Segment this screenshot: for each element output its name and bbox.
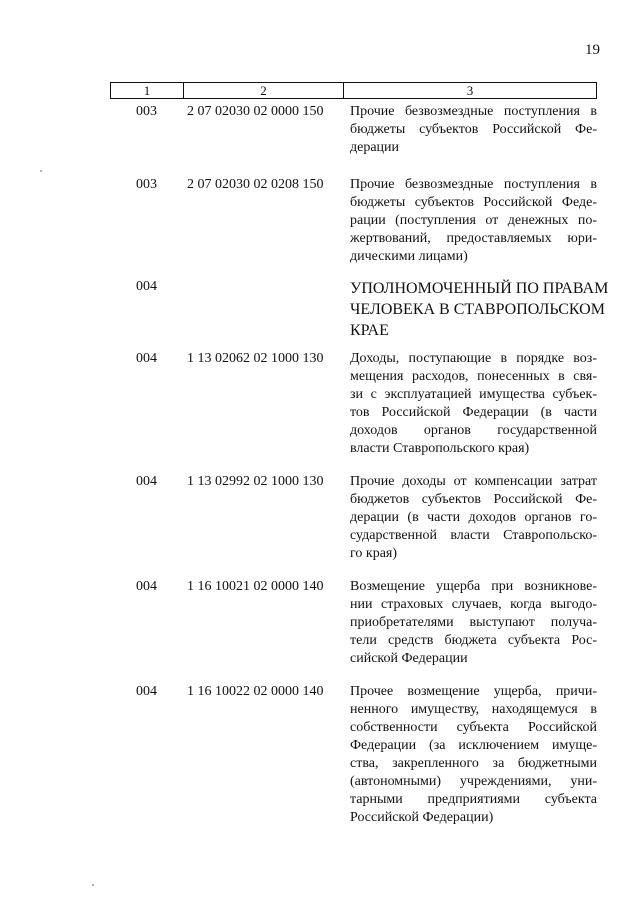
admin-code: 003	[136, 104, 157, 119]
description-line: ЧЕЛОВЕКА В СТАВРОПОЛЬСКОМ	[350, 301, 605, 318]
income-description	[350, 578, 597, 668]
table-header	[110, 82, 597, 99]
description-line: Возмещение ущерба при возникнове-	[350, 579, 597, 594]
description-line: приобретателями выступают получа-	[350, 615, 597, 630]
description-line: КРАЕ	[350, 322, 389, 339]
description-line: Федерации (за исключением имуще-	[350, 738, 597, 753]
description-line: Прочие безвозмездные поступления в	[350, 104, 597, 119]
scan-artifact	[92, 884, 94, 886]
description-line: дерации	[350, 140, 400, 155]
scan-artifact	[40, 170, 42, 172]
description-line: тов Российской Федерации (в части	[350, 405, 597, 420]
income-description	[350, 683, 597, 827]
header-col-1: 1	[111, 83, 184, 98]
description-line: власти Ставропольского края)	[350, 441, 530, 456]
description-line: дическими лицами)	[350, 249, 468, 264]
income-code: 1 16 10021 02 0000 140	[187, 579, 324, 594]
admin-code: 004	[136, 279, 157, 294]
income-code: 1 13 02062 02 1000 130	[187, 351, 324, 366]
income-description	[350, 350, 597, 458]
income-description	[350, 278, 609, 341]
page-number: 19	[585, 42, 600, 58]
description-line: Доходы, поступающие в порядке воз-	[350, 351, 597, 366]
description-line: тели средств бюджета субъекта Рос-	[350, 633, 597, 648]
income-description	[350, 103, 597, 157]
admin-code: 004	[136, 579, 157, 594]
description-line: доходов органов государственной	[350, 423, 597, 438]
description-line: рации (поступления от денежных по-	[350, 213, 597, 228]
header-col-2: 2	[184, 83, 344, 98]
admin-code: 004	[136, 474, 157, 489]
admin-code: 004	[136, 351, 157, 366]
description-line: Прочие доходы от компенсации затрат	[350, 474, 597, 489]
income-code: 2 07 02030 02 0208 150	[187, 177, 324, 192]
description-line: бюджетов субъектов Российской Фе-	[350, 492, 597, 507]
description-line: тарными предприятиями субъекта	[350, 792, 597, 807]
description-line: ненного имуществу, находящемуся в	[350, 702, 597, 717]
income-description	[350, 473, 597, 563]
description-line: зи с эксплуатацией имущества субъек-	[350, 387, 597, 402]
description-line: нии страховых случаев, когда выгодо-	[350, 597, 597, 612]
description-line: мещения расходов, понесенных в свя-	[350, 369, 597, 384]
description-line: Прочие безвозмездные поступления в	[350, 177, 597, 192]
description-line: сударственной власти Ставропольско-	[350, 528, 597, 543]
income-code: 1 16 10022 02 0000 140	[187, 684, 324, 699]
admin-code: 003	[136, 177, 157, 192]
description-line: бюджеты субъектов Российской Феде-	[350, 195, 597, 210]
income-description	[350, 176, 597, 266]
description-line: собственности субъекта Российской	[350, 720, 597, 735]
income-code: 2 07 02030 02 0000 150	[187, 104, 324, 119]
description-line: сийской Федерации	[350, 651, 468, 666]
description-line: го края)	[350, 546, 398, 561]
description-line: Прочее возмещение ущерба, причи-	[350, 684, 597, 699]
admin-code: 004	[136, 684, 157, 699]
description-line: ства, закрепленного за бюджетными	[350, 756, 597, 771]
header-col-3: 3	[466, 83, 474, 98]
description-line: бюджеты субъектов Российской Фе-	[350, 122, 597, 137]
description-line: (автономными) учреждениями, уни-	[350, 774, 597, 789]
description-line: дерации (в части доходов органов го-	[350, 510, 597, 525]
income-code: 1 13 02992 02 1000 130	[187, 474, 324, 489]
description-line: Российской Федерации)	[350, 810, 494, 825]
description-line: УПОЛНОМОЧЕННЫЙ ПО ПРАВАМ	[350, 280, 609, 297]
description-line: жертвований, предоставляемых юри-	[350, 231, 597, 246]
